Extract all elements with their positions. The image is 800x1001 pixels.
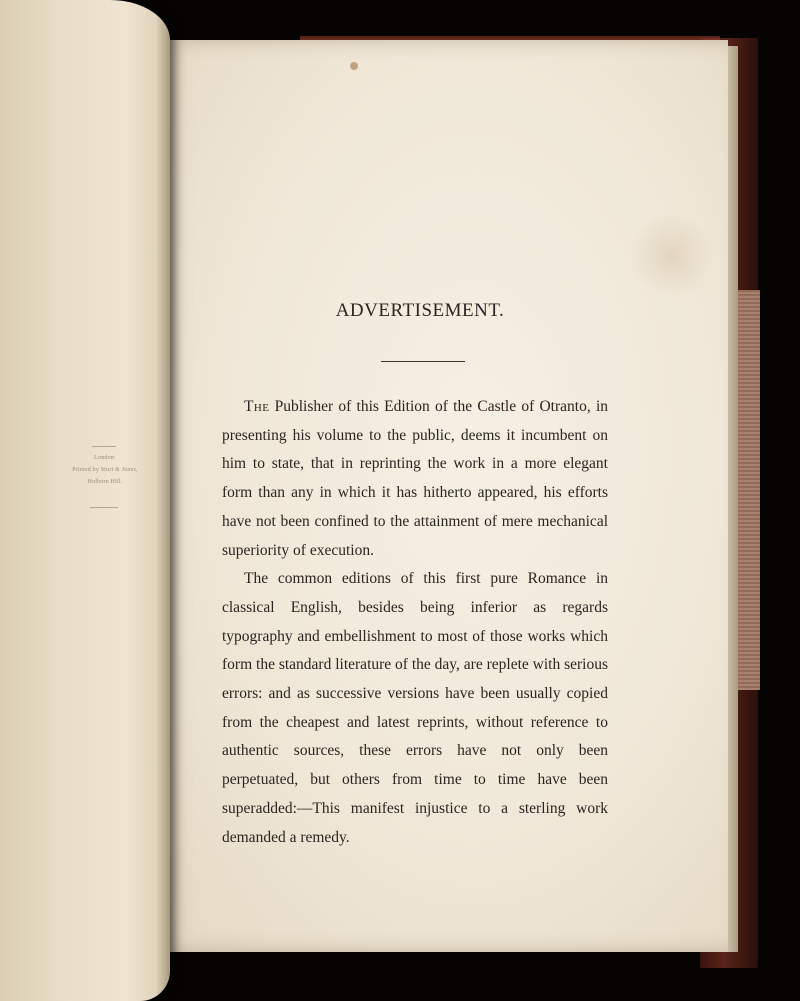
imprint-rule-top bbox=[92, 446, 116, 447]
title-rule bbox=[381, 361, 465, 362]
advertisement-text bbox=[222, 393, 608, 852]
imprint-line-1: London: bbox=[94, 455, 116, 461]
paragraph-1-body: Publisher of this Edition of the Castle of Otranto, in presenting his volume to the public, deems it incumbent on him to state, that in reprinting the work in a more elegant form than any in which it has hitherto appeared, his efforts have not been confined to the attainment of mere mechanical superiority of execution. bbox=[222, 398, 608, 559]
foxing-spot bbox=[350, 62, 358, 70]
paragraph-1 bbox=[222, 393, 608, 565]
left-page bbox=[0, 0, 170, 1001]
foxing-stain bbox=[632, 210, 712, 300]
imprint-line-2: Printed by Sturt & Jones, bbox=[72, 467, 138, 473]
paragraph-2: The common editions of this first pure Romance in classical English, besides being inferior as regards typography and embellishment to most of those works which form the standard literature of the day, are replete with serious errors: and as successive versions have been usually copied from the cheapest and latest reprints, without reference to authentic sources, these errors have not only been perpetuated, but others from time to time have been superadded:—This manifest injustice to a sterling work demanded a remedy. bbox=[222, 570, 608, 846]
paragraph-1-lead: The bbox=[244, 398, 270, 415]
printer-imprint bbox=[60, 452, 150, 488]
page-title: ADVERTISEMENT. bbox=[335, 300, 505, 321]
imprint-line-3: Holborn Hill. bbox=[87, 479, 123, 485]
imprint-rule-bottom bbox=[90, 507, 118, 508]
